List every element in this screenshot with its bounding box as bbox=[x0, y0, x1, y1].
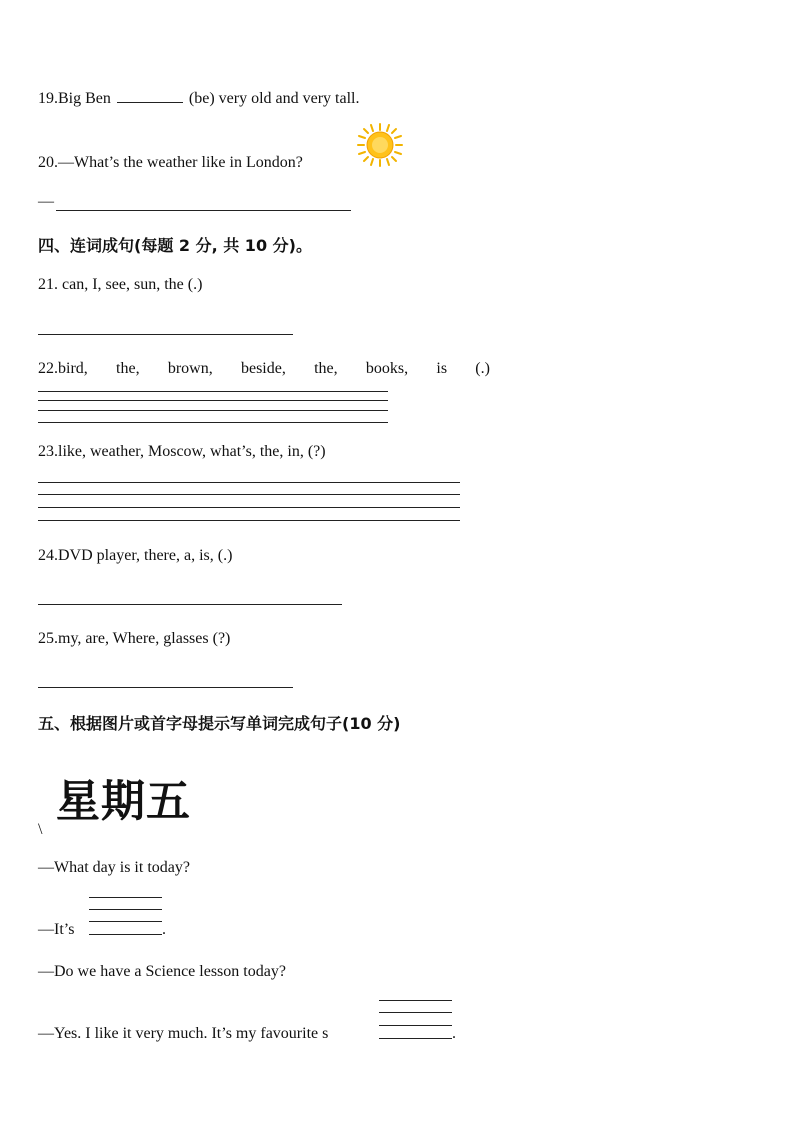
q22-word: brown, bbox=[167, 360, 213, 377]
stray-backslash: \ bbox=[38, 821, 43, 838]
s5-a1-line[interactable] bbox=[89, 934, 162, 935]
q22-answer-line[interactable] bbox=[38, 400, 388, 401]
q20-answer-line[interactable] bbox=[56, 210, 351, 211]
question-25: 25.my, are, Where, glasses (?) bbox=[38, 630, 231, 647]
question-19 bbox=[38, 88, 360, 109]
question-22 bbox=[38, 359, 490, 379]
q19-hint: (be) very old and very tall. bbox=[188, 90, 360, 107]
q22-word: the, bbox=[314, 360, 338, 377]
q21-answer-line[interactable] bbox=[38, 334, 293, 335]
q22-answer-line[interactable] bbox=[38, 422, 388, 423]
q24-answer-line[interactable] bbox=[38, 604, 342, 605]
s5-a2-line[interactable] bbox=[379, 1025, 452, 1026]
q22-word: the, bbox=[116, 360, 140, 377]
q22-word: 22.bird, bbox=[38, 360, 88, 377]
s5-answer-2-prefix: —Yes. I like it very much. It’s my favourite s bbox=[38, 1025, 329, 1042]
question-24: 24.DVD player, there, a, is, (.) bbox=[38, 547, 233, 564]
question-23: 23.like, weather, Moscow, what’s, the, in, (?) bbox=[38, 443, 326, 460]
s5-a2-line[interactable] bbox=[379, 1038, 452, 1039]
question-20: 20.—What’s the weather like in London? bbox=[38, 154, 303, 171]
section-4-title: 四、连词成句(每题 2 分, 共 10 分)。 bbox=[38, 236, 312, 255]
q22-word: books, bbox=[365, 360, 409, 377]
section5-question-2: —Do we have a Science lesson today? bbox=[38, 963, 286, 980]
q19-text: 19.Big Ben bbox=[38, 90, 111, 107]
q23-answer-line[interactable] bbox=[38, 520, 460, 521]
section-5-title: 五、根据图片或首字母提示写单词完成句子(10 分) bbox=[38, 714, 401, 733]
s5-a1-line[interactable] bbox=[89, 897, 162, 898]
s5-a1-line[interactable] bbox=[89, 909, 162, 910]
q22-word: is bbox=[436, 360, 448, 377]
q25-answer-line[interactable] bbox=[38, 687, 293, 688]
q23-answer-line[interactable] bbox=[38, 507, 460, 508]
q23-answer-line[interactable] bbox=[38, 494, 460, 495]
q19-blank[interactable] bbox=[117, 88, 183, 103]
s5-a2-line[interactable] bbox=[379, 1000, 452, 1001]
q22-word: beside, bbox=[240, 360, 286, 377]
sun-icon bbox=[356, 122, 404, 168]
q23-answer-line[interactable] bbox=[38, 482, 460, 483]
s5-answer-1-prefix: —It’s bbox=[38, 921, 75, 938]
friday-picture-text: 星期五 bbox=[56, 776, 191, 827]
s5-a1-line[interactable] bbox=[89, 921, 162, 922]
s5-answer-2-period: . bbox=[452, 1025, 456, 1042]
s5-a2-line[interactable] bbox=[379, 1012, 452, 1013]
s5-answer-1-period: . bbox=[162, 921, 166, 938]
q22-answer-line[interactable] bbox=[38, 391, 388, 392]
q22-answer-line[interactable] bbox=[38, 410, 388, 411]
q20-answer-dash: — bbox=[38, 193, 54, 210]
section5-question-1: —What day is it today? bbox=[38, 859, 190, 876]
q22-word: (.) bbox=[475, 360, 490, 377]
question-21: 21. can, I, see, sun, the (.) bbox=[38, 276, 203, 293]
